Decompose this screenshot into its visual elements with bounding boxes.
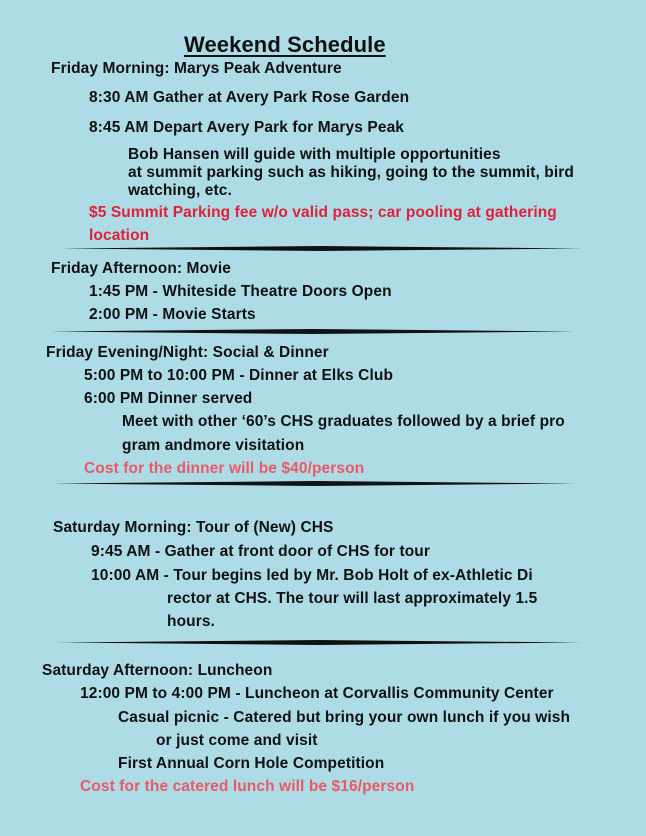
friday-afternoon-line-1: 1:45 PM - Whiteside Theatre Doors Open <box>89 283 392 300</box>
saturday-morning-line-3: rector at CHS. The tour will last approximately 1.5 <box>167 590 538 607</box>
saturday-morning-line-1: 9:45 AM - Gather at front door of CHS for tour <box>91 543 430 560</box>
section-divider <box>52 481 577 486</box>
friday-evening-cost: Cost for the dinner will be $40/person <box>84 460 365 477</box>
saturday-morning-line-2: 10:00 AM - Tour begins led by Mr. Bob Holt of ex-Athletic Di <box>91 567 533 584</box>
friday-morning-desc-2: at summit parking such as hiking, going to the summit, bird <box>128 164 574 181</box>
saturday-afternoon-desc-2: or just come and visit <box>156 732 318 749</box>
section-divider <box>60 246 583 251</box>
friday-evening-desc-1: Meet with other ‘60’s CHS graduates followed by a brief pro <box>122 413 565 430</box>
saturday-morning-line-4: hours. <box>167 613 215 630</box>
friday-morning-note-1: $5 Summit Parking fee w/o valid pass; car pooling at gathering <box>89 204 557 221</box>
friday-evening-line-2: 6:00 PM Dinner served <box>84 390 253 407</box>
friday-evening-line-1: 5:00 PM to 10:00 PM - Dinner at Elks Club <box>84 367 394 384</box>
saturday-morning-heading: Saturday Morning: Tour of (New) CHS <box>53 519 334 536</box>
saturday-afternoon-line-2: First Annual Corn Hole Competition <box>118 755 385 772</box>
friday-evening-heading: Friday Evening/Night: Social & Dinner <box>46 344 329 361</box>
section-divider <box>56 640 581 645</box>
friday-afternoon-heading: Friday Afternoon: Movie <box>51 260 231 277</box>
friday-morning-line-1: 8:30 AM Gather at Avery Park Rose Garden <box>89 89 410 106</box>
friday-morning-desc-1: Bob Hansen will guide with multiple opportunities <box>128 146 501 163</box>
friday-morning-line-2: 8:45 AM Depart Avery Park for Marys Peak <box>89 119 405 136</box>
saturday-afternoon-heading: Saturday Afternoon: Luncheon <box>42 662 273 679</box>
friday-evening-desc-2: gram andmore visitation <box>122 437 305 454</box>
saturday-afternoon-line-1: 12:00 PM to 4:00 PM - Luncheon at Corvallis Community Center <box>80 685 554 702</box>
friday-morning-desc-3: watching, etc. <box>128 182 232 199</box>
saturday-afternoon-cost: Cost for the catered lunch will be $16/person <box>80 778 415 795</box>
friday-morning-note-2: location <box>89 227 150 244</box>
friday-morning-heading: Friday Morning: Marys Peak Adventure <box>51 60 342 77</box>
section-divider <box>50 329 575 334</box>
friday-afternoon-line-2: 2:00 PM - Movie Starts <box>89 306 256 323</box>
page-title: Weekend Schedule <box>184 32 386 57</box>
saturday-afternoon-desc-1: Casual picnic - Catered but bring your own lunch if you wish <box>118 709 571 726</box>
